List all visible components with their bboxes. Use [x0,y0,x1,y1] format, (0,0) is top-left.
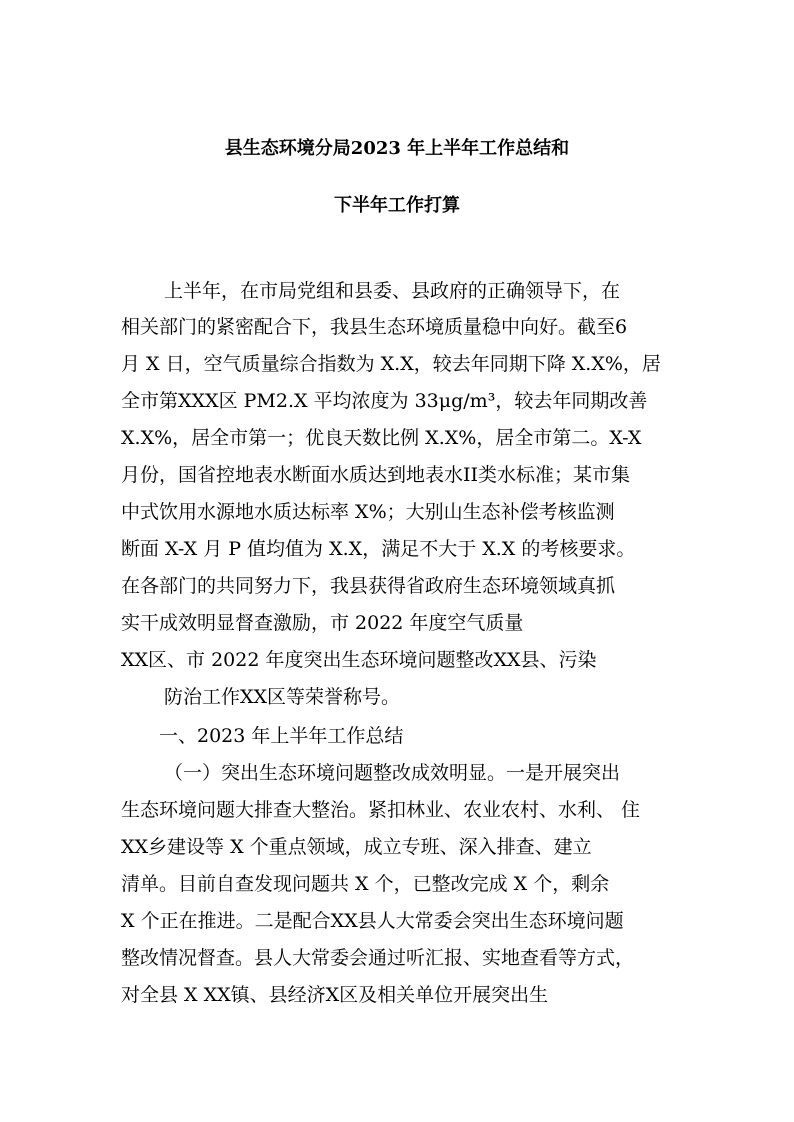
paragraph-line: X.X%，居全市第一；优良天数比例 X.X%，居全市第二。X-X [121,427,642,449]
paragraph-line: 实干成效明显督查激励，市 2022 年度空气质量 [121,612,524,634]
paragraph-line: 整改情况督查。县人大常委会通过听汇报、实地查看等方式， [121,947,635,969]
document-title-line-2: 下半年工作打算 [334,195,460,216]
paragraph-line: 中式饮用水源地水质达标率 X%；大别山生态补偿考核监测 [121,501,615,523]
document-title-line-1: 县生态环境分局2023 年上半年工作总结和 [224,138,570,159]
paragraph-line: 月份，国省控地表水断面水质达到地表水II类水标准；某市集 [121,464,631,486]
paragraph-line: X 个正在推进。二是配合XX县人大常委会突出生态环境问题 [121,910,624,932]
section-heading: 一、2023 年上半年工作总结 [159,725,404,747]
paragraph-line: 上半年，在市局党组和县委、县政府的正确领导下，在 [164,280,621,302]
paragraph-line: 在各部门的共同努力下，我县获得省政府生态环境领域真抓 [121,575,616,597]
paragraph-line: XX乡建设等 X 个重点领域，成立专班、深入排查、建立 [121,836,592,858]
paragraph-line: 断面 X-X 月 P 值均值为 X.X，满足不大于 X.X 的考核要求。 [121,538,636,560]
paragraph-line: 对全县 X XX镇、县经济X区及相关单位开展突出生 [121,984,549,1006]
paragraph-line: XX区、市 2022 年度突出生态环境问题整改XX县、污染 [121,649,597,671]
paragraph-line: 相关部门的紧密配合下，我县生态环境质量稳中向好。截至6 [121,316,628,338]
paragraph-line: 月 X 日，空气质量综合指数为 X.X，较去年同期下降 X.X%，居 [121,353,661,375]
paragraph-line: 全市第XXX区 PM2.X 平均浓度为 33μg/m³，较去年同期改善 [121,390,648,412]
paragraph-line: （一）突出生态环境问题整改成效明显。一是开展突出 [164,762,621,784]
paragraph-line: 防治工作XX区等荣誉称号。 [164,686,401,708]
paragraph-line: 清单。目前自查发现问题共 X 个，已整改完成 X 个，剩余 [121,873,610,895]
paragraph-line: 生态环境问题大排查大整治。紧扣林业、农业农村、水利、 住 [121,799,641,821]
